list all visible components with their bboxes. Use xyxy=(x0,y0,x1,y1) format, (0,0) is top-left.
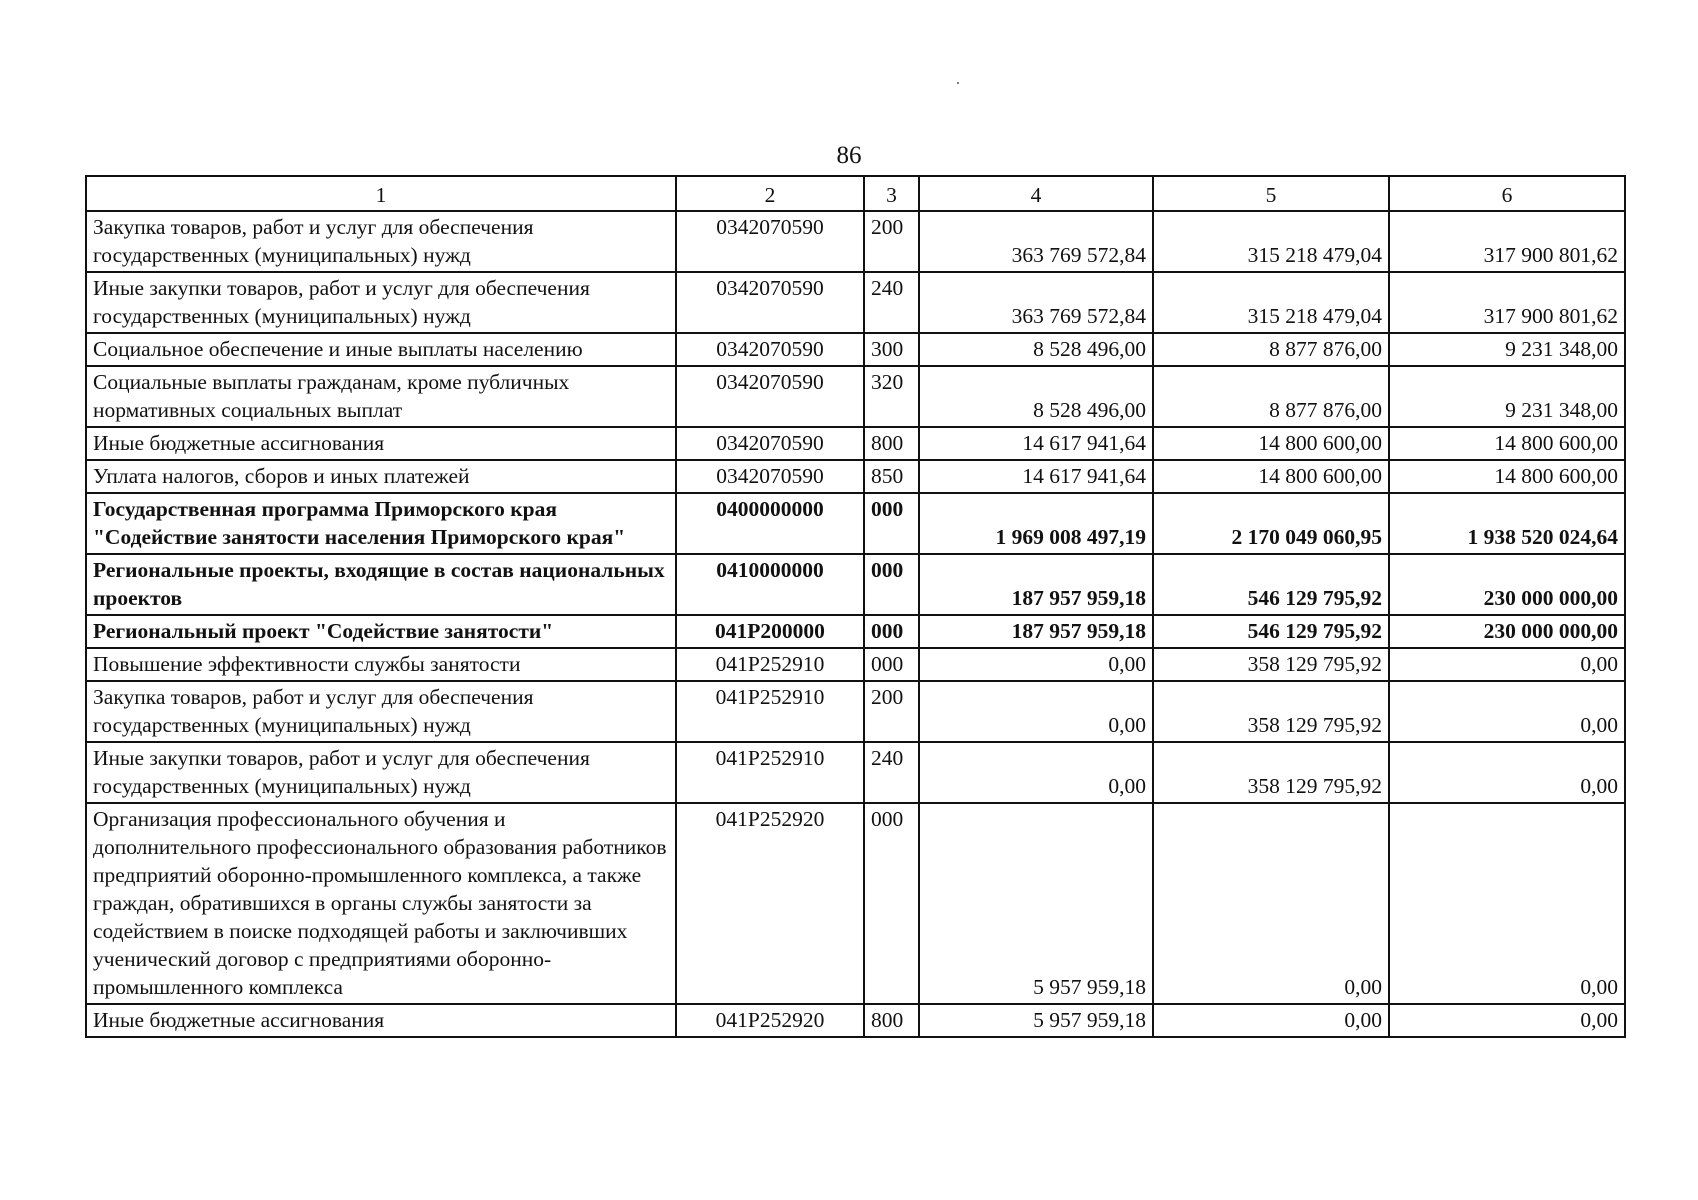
row-amount-col-6: 230 000 000,00 xyxy=(1389,554,1625,615)
row-amount-col-4: 0,00 xyxy=(919,742,1153,803)
row-description: Социальное обеспечение и иные выплаты населению xyxy=(86,333,676,366)
row-target-code: 041P200000 xyxy=(676,615,864,648)
row-amount-col-4: 187 957 959,18 xyxy=(919,554,1153,615)
row-amount-col-5: 358 129 795,92 xyxy=(1153,742,1389,803)
row-amount-col-6: 9 231 348,00 xyxy=(1389,333,1625,366)
row-expense-type-code: 000 xyxy=(864,648,919,681)
row-amount-col-5: 546 129 795,92 xyxy=(1153,615,1389,648)
row-description: Иные бюджетные ассигнования xyxy=(86,427,676,460)
row-amount-col-5: 14 800 600,00 xyxy=(1153,460,1389,493)
row-target-code: 041P252920 xyxy=(676,1004,864,1037)
row-amount-col-4: 0,00 xyxy=(919,681,1153,742)
row-amount-col-4: 0,00 xyxy=(919,648,1153,681)
row-amount-col-6: 0,00 xyxy=(1389,648,1625,681)
row-description: Региональные проекты, входящие в состав национальных проектов xyxy=(86,554,676,615)
header-col-2: 2 xyxy=(676,176,864,211)
row-description: Уплата налогов, сборов и иных платежей xyxy=(86,460,676,493)
row-amount-col-4: 8 528 496,00 xyxy=(919,333,1153,366)
row-amount-col-4: 14 617 941,64 xyxy=(919,427,1153,460)
row-amount-col-6: 0,00 xyxy=(1389,681,1625,742)
table-row xyxy=(86,615,1625,648)
header-col-4: 4 xyxy=(919,176,1153,211)
header-col-5: 5 xyxy=(1153,176,1389,211)
row-expense-type-code: 240 xyxy=(864,742,919,803)
row-target-code: 0342070590 xyxy=(676,333,864,366)
row-target-code: 0342070590 xyxy=(676,427,864,460)
row-expense-type-code: 000 xyxy=(864,493,919,554)
row-expense-type-code: 000 xyxy=(864,615,919,648)
table-row xyxy=(86,681,1625,742)
table-row xyxy=(86,333,1625,366)
header-col-3: 3 xyxy=(864,176,919,211)
row-target-code: 0342070590 xyxy=(676,366,864,427)
row-amount-col-6: 14 800 600,00 xyxy=(1389,427,1625,460)
row-expense-type-code: 320 xyxy=(864,366,919,427)
row-amount-col-5: 14 800 600,00 xyxy=(1153,427,1389,460)
row-amount-col-4: 14 617 941,64 xyxy=(919,460,1153,493)
row-expense-type-code: 800 xyxy=(864,1004,919,1037)
row-expense-type-code: 200 xyxy=(864,211,919,272)
row-expense-type-code: 000 xyxy=(864,554,919,615)
row-description: Государственная программа Приморского края "Содействие занятости населения Приморского края" xyxy=(86,493,676,554)
scan-speck xyxy=(957,82,959,84)
row-expense-type-code: 850 xyxy=(864,460,919,493)
row-amount-col-4: 5 957 959,18 xyxy=(919,1004,1153,1037)
row-target-code: 0342070590 xyxy=(676,460,864,493)
row-description: Организация профессионального обучения и дополнительного профессионального образования работников предприятий оборонно-промышленного комплекса, а также граждан, обратившихся в органы службы занятости за содействием в поиске подходящей работы и заключивших ученический договор с предприятиями оборонно-промышленного комплекса xyxy=(86,803,676,1004)
row-description: Иные закупки товаров, работ и услуг для обеспечения государственных (муниципальных) нужд xyxy=(86,272,676,333)
row-description: Закупка товаров, работ и услуг для обеспечения государственных (муниципальных) нужд xyxy=(86,681,676,742)
row-amount-col-5: 2 170 049 060,95 xyxy=(1153,493,1389,554)
table-row xyxy=(86,211,1625,272)
row-amount-col-5: 315 218 479,04 xyxy=(1153,211,1389,272)
row-amount-col-5: 358 129 795,92 xyxy=(1153,648,1389,681)
row-amount-col-5: 0,00 xyxy=(1153,803,1389,1004)
row-amount-col-5: 546 129 795,92 xyxy=(1153,554,1389,615)
table-row xyxy=(86,648,1625,681)
row-amount-col-6: 14 800 600,00 xyxy=(1389,460,1625,493)
page-number: 86 xyxy=(836,142,862,169)
row-target-code: 0410000000 xyxy=(676,554,864,615)
row-expense-type-code: 240 xyxy=(864,272,919,333)
table-row xyxy=(86,493,1625,554)
header-col-6: 6 xyxy=(1389,176,1625,211)
row-target-code: 041P252910 xyxy=(676,681,864,742)
row-amount-col-6: 230 000 000,00 xyxy=(1389,615,1625,648)
row-amount-col-4: 1 969 008 497,19 xyxy=(919,493,1153,554)
row-amount-col-6: 1 938 520 024,64 xyxy=(1389,493,1625,554)
row-target-code: 0342070590 xyxy=(676,211,864,272)
row-amount-col-4: 5 957 959,18 xyxy=(919,803,1153,1004)
row-expense-type-code: 800 xyxy=(864,427,919,460)
row-amount-col-4: 363 769 572,84 xyxy=(919,211,1153,272)
row-description: Закупка товаров, работ и услуг для обеспечения государственных (муниципальных) нужд xyxy=(86,211,676,272)
row-expense-type-code: 000 xyxy=(864,803,919,1004)
table-row xyxy=(86,460,1625,493)
row-amount-col-4: 8 528 496,00 xyxy=(919,366,1153,427)
row-target-code: 0342070590 xyxy=(676,272,864,333)
row-amount-col-5: 315 218 479,04 xyxy=(1153,272,1389,333)
row-description: Социальные выплаты гражданам, кроме публичных нормативных социальных выплат xyxy=(86,366,676,427)
row-description: Региональный проект "Содействие занятости" xyxy=(86,615,676,648)
table-row xyxy=(86,554,1625,615)
row-amount-col-5: 8 877 876,00 xyxy=(1153,333,1389,366)
row-amount-col-4: 363 769 572,84 xyxy=(919,272,1153,333)
row-amount-col-5: 358 129 795,92 xyxy=(1153,681,1389,742)
row-amount-col-6: 317 900 801,62 xyxy=(1389,211,1625,272)
row-description: Иные закупки товаров, работ и услуг для обеспечения государственных (муниципальных) нужд xyxy=(86,742,676,803)
budget-table-body xyxy=(86,176,1625,1037)
table-row xyxy=(86,366,1625,427)
table-row xyxy=(86,803,1625,1004)
row-expense-type-code: 300 xyxy=(864,333,919,366)
row-amount-col-6: 0,00 xyxy=(1389,742,1625,803)
row-target-code: 041P252910 xyxy=(676,648,864,681)
row-amount-col-5: 0,00 xyxy=(1153,1004,1389,1037)
row-target-code: 0400000000 xyxy=(676,493,864,554)
table-row xyxy=(86,427,1625,460)
row-amount-col-6: 0,00 xyxy=(1389,1004,1625,1037)
table-row xyxy=(86,272,1625,333)
row-amount-col-4: 187 957 959,18 xyxy=(919,615,1153,648)
row-amount-col-6: 0,00 xyxy=(1389,803,1625,1004)
table-row xyxy=(86,742,1625,803)
row-target-code: 041P252920 xyxy=(676,803,864,1004)
row-expense-type-code: 200 xyxy=(864,681,919,742)
row-amount-col-6: 317 900 801,62 xyxy=(1389,272,1625,333)
row-amount-col-6: 9 231 348,00 xyxy=(1389,366,1625,427)
row-description: Повышение эффективности службы занятости xyxy=(86,648,676,681)
row-target-code: 041P252910 xyxy=(676,742,864,803)
row-description: Иные бюджетные ассигнования xyxy=(86,1004,676,1037)
budget-table xyxy=(85,175,1626,1038)
row-amount-col-5: 8 877 876,00 xyxy=(1153,366,1389,427)
header-col-1: 1 xyxy=(86,176,676,211)
table-row xyxy=(86,1004,1625,1037)
header-row xyxy=(86,176,1625,211)
